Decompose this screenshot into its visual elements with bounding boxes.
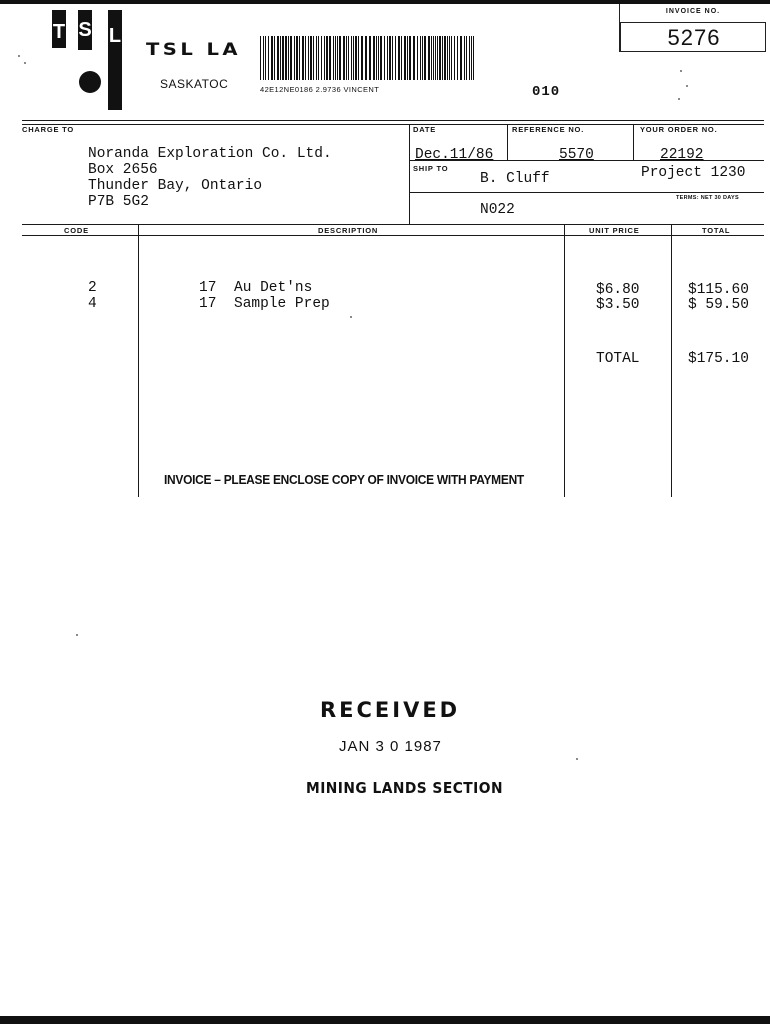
barcode-bar: [353, 36, 354, 80]
barcode-bar: [449, 36, 450, 80]
barcode-bar: [437, 36, 438, 80]
charge-to-line: P7B 5G2: [88, 194, 149, 210]
barcode-bar: [339, 36, 341, 80]
table-header-rule: [22, 235, 764, 236]
charge-to-divider: [409, 124, 410, 224]
scan-speck: [24, 62, 26, 64]
terms-rule: [409, 192, 764, 193]
invoice-payment-note: INVOICE – PLEASE ENCLOSE COPY OF INVOICE WITH PAYMENT: [164, 472, 524, 487]
description-header: DESCRIPTION: [318, 226, 379, 235]
company-logo: [46, 6, 126, 110]
barcode-bar: [417, 36, 418, 80]
row-quantity: 17: [199, 296, 217, 312]
barcode-bar: [305, 36, 306, 80]
terms-label: TERMS: NET 30 DAYS: [676, 195, 739, 201]
reference-label: REFERENCE NO.: [512, 125, 585, 134]
invoice-number-box: [619, 4, 765, 52]
invoice-number-label: INVOICE NO.: [665, 8, 721, 15]
barcode-bar: [277, 36, 279, 80]
barcode-bar: [451, 36, 452, 80]
barcode-bar: [392, 36, 393, 80]
barcode-bar: [337, 36, 338, 80]
barcode-bar: [294, 36, 295, 80]
bottom-border: [0, 1016, 770, 1024]
barcode-bar: [431, 36, 432, 80]
barcode-bar: [420, 36, 421, 80]
barcode-bar: [471, 36, 472, 80]
stamp-code: 010: [532, 84, 561, 100]
total-header: TOTAL: [702, 226, 731, 235]
barcode-bar: [401, 36, 402, 80]
barcode-bar: [308, 36, 309, 80]
header-rule: [22, 120, 764, 121]
ship-to-code: N022: [480, 202, 515, 218]
barcode-bar: [365, 36, 367, 80]
barcode-bar: [389, 36, 391, 80]
barcode-bar: [384, 36, 385, 80]
barcode-bar: [280, 36, 281, 80]
barcode-bar: [369, 36, 371, 80]
barcode-bar: [290, 36, 292, 80]
barcode-bar: [326, 36, 328, 80]
scan-speck: [76, 634, 78, 636]
row-unit-price: $3.50: [596, 297, 640, 313]
barcode-bar: [466, 36, 467, 80]
barcode-bar: [413, 36, 415, 80]
scan-speck: [576, 758, 578, 760]
barcode-bar: [274, 36, 275, 80]
barcode-bar: [457, 36, 458, 80]
price-column-divider: [671, 224, 672, 497]
description-column-divider: [564, 224, 565, 497]
barcode-bar: [361, 36, 363, 80]
barcode-bar: [378, 36, 379, 80]
invoice-number: 5276: [667, 25, 721, 50]
scan-speck: [678, 98, 680, 100]
barcode-bar: [313, 36, 314, 80]
row-total: $115.60: [688, 282, 749, 298]
barcode-bar: [433, 36, 434, 80]
company-city: SASKATOC: [160, 77, 229, 91]
svg-text:T: T: [52, 21, 66, 43]
barcode: [260, 36, 478, 80]
received-stamp-title: RECEIVED: [320, 698, 461, 722]
invoice-date: Dec.11/86: [415, 147, 494, 163]
barcode-bar: [444, 36, 446, 80]
barcode-bar: [288, 36, 289, 80]
barcode-bar: [424, 36, 426, 80]
charge-to-line: Box 2656: [88, 162, 158, 178]
barcode-bar: [380, 36, 382, 80]
scan-speck: [18, 55, 20, 57]
barcode-bar: [395, 36, 396, 80]
barcode-bar: [333, 36, 334, 80]
barcode-bar: [343, 36, 345, 80]
barcode-bar: [454, 36, 455, 80]
barcode-text: 42E12NE0186 2.9736 VINCENT: [260, 85, 380, 94]
ship-to-label: SHIP TO: [413, 164, 449, 173]
barcode-bar: [460, 36, 462, 80]
row-total: $ 59.50: [688, 297, 749, 313]
charge-to-address: [88, 146, 332, 210]
barcode-bar: [321, 36, 322, 80]
barcode-bar: [260, 36, 261, 80]
barcode-bar: [447, 36, 448, 80]
barcode-bar: [473, 36, 474, 80]
barcode-bar: [407, 36, 408, 80]
date-label: DATE: [413, 125, 437, 134]
table-top-rule: [22, 224, 764, 225]
barcode-bar: [346, 36, 347, 80]
barcode-bar: [316, 36, 317, 80]
scan-speck: [686, 85, 688, 87]
charge-to-line: Noranda Exploration Co. Ltd.: [88, 146, 332, 162]
received-stamp-date: JAN 3 0 1987: [339, 738, 442, 755]
total-label: TOTAL: [596, 351, 640, 367]
barcode-bar: [318, 36, 319, 80]
barcode-bar: [268, 36, 269, 80]
barcode-bar: [299, 36, 300, 80]
row-code: 2: [88, 280, 97, 296]
grand-total: $175.10: [688, 351, 749, 367]
project-number: Project 1230: [641, 165, 746, 181]
your-order-label: YOUR ORDER NO.: [640, 125, 718, 134]
barcode-bar: [324, 36, 325, 80]
barcode-bar: [404, 36, 406, 80]
row-description: Sample Prep: [234, 296, 330, 312]
row-quantity: 17: [199, 280, 217, 296]
barcode-bar: [265, 36, 266, 80]
barcode-bar: [398, 36, 400, 80]
barcode-bar: [302, 36, 304, 80]
barcode-bar: [329, 36, 331, 80]
row-unit-price: $6.80: [596, 282, 640, 298]
barcode-bar: [335, 36, 336, 80]
charge-to-line: Thunder Bay, Ontario: [88, 178, 263, 194]
barcode-bar: [422, 36, 423, 80]
received-stamp-department: MINING LANDS SECTION: [306, 779, 503, 797]
barcode-bar: [285, 36, 287, 80]
row-description: Au Det'ns: [234, 280, 313, 296]
barcode-bar: [348, 36, 349, 80]
scan-speck: [350, 316, 352, 318]
barcode-bar: [271, 36, 273, 80]
svg-text:S: S: [78, 19, 92, 41]
barcode-bar: [387, 36, 388, 80]
reference-number: 5570: [559, 147, 594, 163]
code-header: CODE: [64, 226, 89, 235]
barcode-bar: [373, 36, 375, 80]
date-divider: [507, 124, 508, 161]
barcode-bar: [358, 36, 359, 80]
scan-speck: [680, 70, 682, 72]
reference-divider: [633, 124, 634, 161]
barcode-bar: [435, 36, 436, 80]
barcode-bar: [296, 36, 298, 80]
barcode-bar: [409, 36, 411, 80]
barcode-bar: [355, 36, 357, 80]
company-name: TSL LA: [146, 40, 241, 60]
barcode-bar: [310, 36, 312, 80]
barcode-bar: [263, 36, 264, 80]
code-column-divider: [138, 224, 139, 497]
ship-to-name: B. Cluff: [480, 171, 550, 187]
unit-price-header: UNIT PRICE: [589, 226, 640, 235]
charge-to-label: CHARGE TO: [22, 125, 75, 134]
svg-text:L: L: [108, 25, 122, 47]
order-number: 22192: [660, 147, 704, 163]
barcode-bar: [428, 36, 430, 80]
barcode-bar: [469, 36, 470, 80]
barcode-bar: [351, 36, 352, 80]
row-code: 4: [88, 296, 97, 312]
barcode-bar: [282, 36, 284, 80]
barcode-bar: [442, 36, 443, 80]
barcode-bar: [439, 36, 441, 80]
barcode-bar: [376, 36, 377, 80]
barcode-bar: [464, 36, 465, 80]
